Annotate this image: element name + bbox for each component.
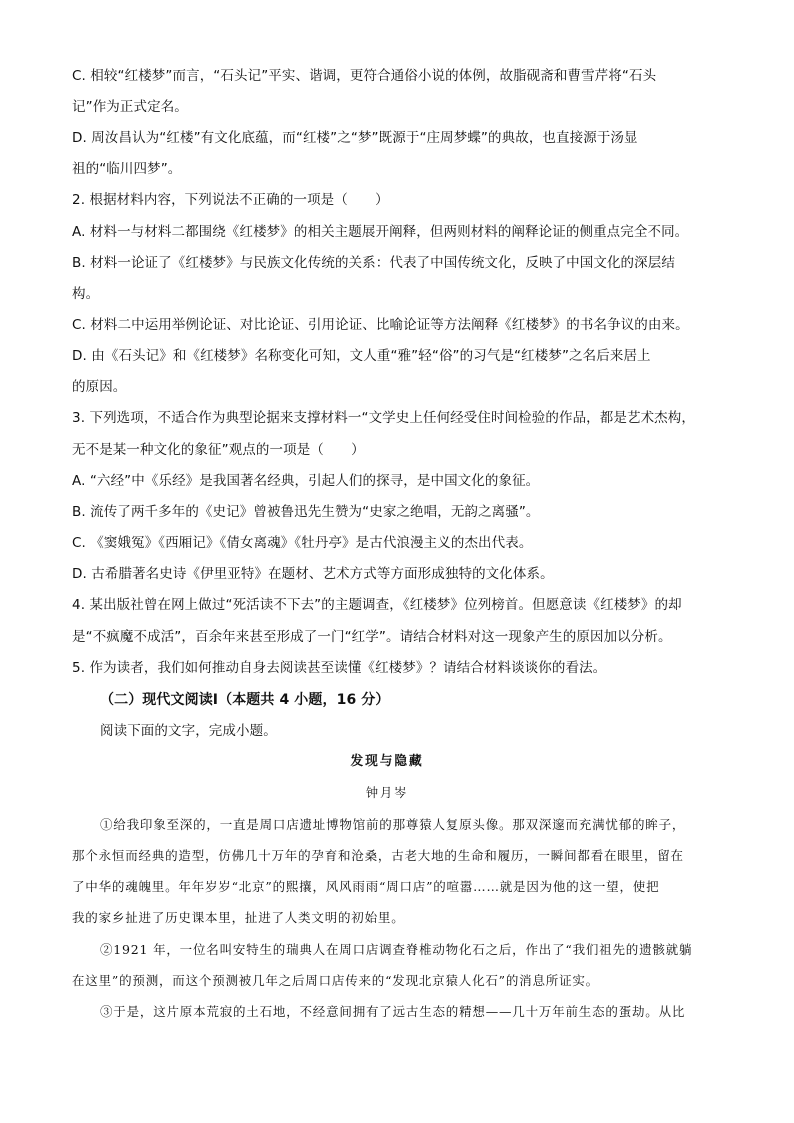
question-2-option-b-line-1: B. 材料一论证了《红楼梦》与民族文化传统的关系：代表了中国传统文化，反映了中国文化的深层结: [72, 255, 675, 271]
question-2-option-a: A. 材料一与材料二都围绕《红楼梦》的相关主题展开阐释，但两则材料的阐释论证的侧重点完全不同。: [72, 224, 689, 240]
question-3-stem-line-1: 3. 下列选项，不适合作为典型论据来支撑材料一“文学史上任何经受住时间检验的作品，都是艺术杰构，: [72, 410, 695, 426]
question-2-option-d-line-2: 的原因。: [72, 379, 127, 395]
question-2-option-b-line-2: 构。: [72, 286, 100, 302]
question-1-option-d-line-2: 祖的“临川四梦”。: [72, 161, 182, 177]
question-3-stem-line-2: 无不是某一种文化的象征”观点的一项是（ ）: [72, 442, 365, 458]
article-paragraph-1-line-4: 我的家乡扯进了历史课本里，扯进了人类文明的初始里。: [72, 910, 405, 925]
article-paragraph-1-line-3: 了中华的魂魄里。年年岁岁“北京”的熙攘，风风雨雨“周口店”的喧嚣……就是因为他的这一望，使把: [72, 879, 660, 894]
reading-instruction: 阅读下面的文字，完成小题。: [100, 723, 277, 739]
article-title: 发现与隐藏: [350, 754, 424, 769]
question-1-option-c-line-1: C. 相较“红楼梦”而言，“石头记”平实、谐调，更符合通俗小说的体例，故脂砚斋和曹雪芹将“石头: [72, 68, 657, 84]
article-author: 钟月岑: [365, 785, 409, 800]
article-paragraph-2-line-1: ②1921 年，一位名叫安特生的瑞典人在周口店调查脊椎动物化石之后，作出了“我们祖先的遗骸就躺: [100, 942, 693, 957]
question-2-option-d-line-1: D. 由《石头记》和《红楼梦》名称变化可知，文人重“雅”轻“俗”的习气是“红楼梦”之名后来居上: [72, 348, 651, 364]
section-heading: （二）现代文阅读Ⅰ（本题共 4 小题，16 分）: [100, 692, 390, 708]
article-paragraph-2-line-2: 在这里”的预测，而这个预测被几年之后周口店传来的“发现北京猿人化石”的消息所证实。: [72, 973, 599, 988]
question-3-option-a: A. “六经”中《乐经》是我国著名经典，引起人们的探寻，是中国文化的象征。: [72, 473, 540, 489]
question-2-stem: 2. 根据材料内容，下列说法不正确的一项是（ ）: [72, 192, 389, 208]
question-5: 5. 作为读者，我们如何推动自身去阅读甚至读懂《红楼梦》？请结合材料谈谈你的看法。: [72, 660, 607, 676]
question-4-line-1: 4. 某出版社曾在网上做过“死活读不下去”的主题调查，《红楼梦》位列榜首。但愿意读《红楼梦》的却: [72, 597, 682, 613]
question-3-option-b: B. 流传了两千多年的《史记》曾被鲁迅先生赞为“史家之绝唱，无韵之离骚”。: [72, 504, 540, 520]
question-1-option-d-line-1: D. 周汝昌认为“红楼”有文化底蕴，而“红楼”之“梦”既源于“庄周梦蝶”的典故，也直接源于汤显: [72, 130, 638, 146]
question-3-option-c: C. 《窦娥冤》《西厢记》《倩女离魂》《牡丹亭》是古代浪漫主义的杰出代表。: [72, 535, 533, 551]
question-1-option-c-line-2: 记”作为正式定名。: [72, 99, 188, 115]
article-paragraph-1-line-1: ①给我印象至深的，一直是周口店遗址博物馆前的那尊猿人复原头像。那双深邃而充满忧郁的眸子，: [100, 817, 686, 832]
article-paragraph-1-line-2: 那个永恒而经典的造型，仿佛几十万年的孕育和沧桑，古老大地的生命和履历，一瞬间都看在眼里，留在: [72, 848, 684, 863]
question-3-option-d: D. 古希腊著名史诗《伊里亚特》在题材、艺术方式等方面形成独特的文化体系。: [72, 566, 554, 582]
article-paragraph-3-line-1: ③于是，这片原本荒寂的土石地，不经意间拥有了远古生态的精想——几十万年前生态的蛋劫。从比: [100, 1004, 686, 1019]
question-4-line-2: 是“不疯魔不成活”，百余年来甚至形成了一门“红学”。请结合材料对这一现象产生的原因加以分析。: [72, 629, 672, 645]
question-2-option-c: C. 材料二中运用举例论证、对比论证、引用论证、比喻论证等方法阐释《红楼梦》的书名争议的由来。: [72, 317, 689, 333]
